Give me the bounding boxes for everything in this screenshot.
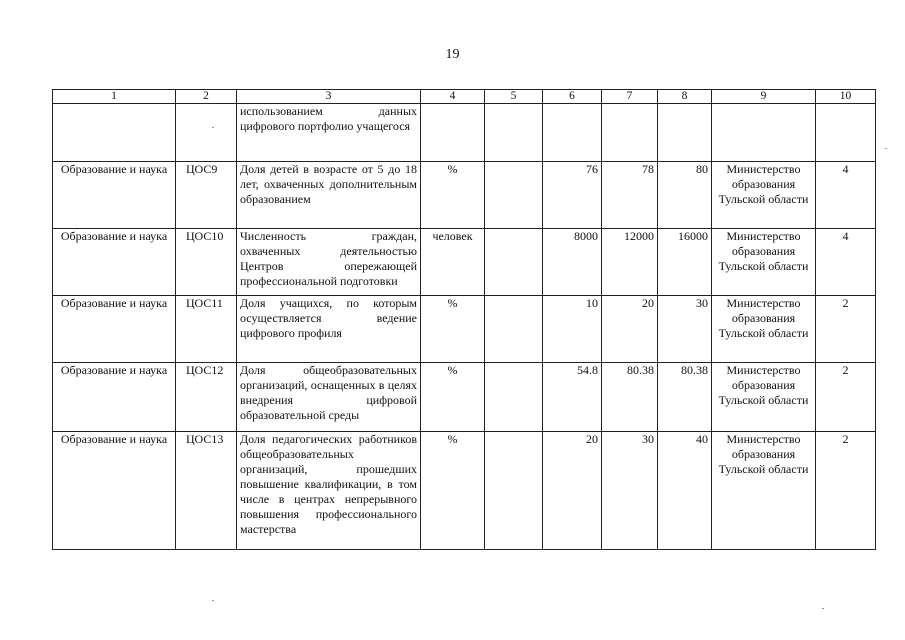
table-row bbox=[53, 363, 876, 432]
header-row bbox=[53, 90, 876, 104]
weight-cell: 2 bbox=[816, 363, 876, 432]
code-cell: ЦОС10 bbox=[176, 229, 237, 296]
indicator-name-cell: Доля общеобразовательных организаций, оснащенных в целях внедрения цифровой образовательной среды bbox=[237, 363, 421, 432]
indicator-name-cell: Доля педагогических работников общеобразовательных организаций, прошедших повышение квалификации, в том числе в центрах непрерывного повышения профессионального мастерства bbox=[237, 432, 421, 550]
value-2019-cell bbox=[543, 104, 602, 162]
value-2019-cell: 20 bbox=[543, 432, 602, 550]
header-cell: 4 bbox=[421, 90, 485, 104]
value-2019-cell: 54.8 bbox=[543, 363, 602, 432]
value-2021-cell: 16000 bbox=[658, 229, 712, 296]
value-2020-cell: 12000 bbox=[602, 229, 658, 296]
value-2019-cell: 8000 bbox=[543, 229, 602, 296]
value-2020-cell: 80.38 bbox=[602, 363, 658, 432]
weight-cell: 4 bbox=[816, 162, 876, 229]
header-cell: 8 bbox=[658, 90, 712, 104]
value-2019-cell: 76 bbox=[543, 162, 602, 229]
value-2020-cell bbox=[602, 104, 658, 162]
ministry-cell: Министерство образования Тульской области bbox=[712, 363, 816, 432]
base-value-cell bbox=[485, 162, 543, 229]
base-value-cell bbox=[485, 432, 543, 550]
unit-cell: % bbox=[421, 296, 485, 363]
value-2021-cell: 80 bbox=[658, 162, 712, 229]
area-cell: Образование и наука bbox=[53, 296, 176, 363]
code-cell: ЦОС11 bbox=[176, 296, 237, 363]
area-cell bbox=[53, 104, 176, 162]
code-cell: ЦОС9 bbox=[176, 162, 237, 229]
ministry-cell: Министерство образования Тульской области bbox=[712, 432, 816, 550]
unit-cell: % bbox=[421, 162, 485, 229]
unit-cell: % bbox=[421, 363, 485, 432]
scan-speck bbox=[822, 608, 824, 609]
table-row bbox=[53, 229, 876, 296]
indicators-table bbox=[52, 89, 876, 550]
base-value-cell bbox=[485, 104, 543, 162]
value-2021-cell: 40 bbox=[658, 432, 712, 550]
area-cell: Образование и наука bbox=[53, 162, 176, 229]
scan-speck bbox=[212, 127, 214, 128]
value-2020-cell: 30 bbox=[602, 432, 658, 550]
ministry-cell: Министерство образования Тульской области bbox=[712, 229, 816, 296]
indicator-name-cell: Доля детей в возрасте от 5 до 18 лет, охваченных дополнительным образованием bbox=[237, 162, 421, 229]
table-row bbox=[53, 162, 876, 229]
code-cell: ЦОС13 bbox=[176, 432, 237, 550]
weight-cell bbox=[816, 104, 876, 162]
area-cell: Образование и наука bbox=[53, 229, 176, 296]
weight-cell: 2 bbox=[816, 296, 876, 363]
table-row bbox=[53, 432, 876, 550]
base-value-cell bbox=[485, 296, 543, 363]
value-2021-cell: 30 bbox=[658, 296, 712, 363]
scan-speck bbox=[212, 600, 214, 601]
area-cell: Образование и наука bbox=[53, 363, 176, 432]
header-cell: 10 bbox=[816, 90, 876, 104]
header-cell: 2 bbox=[176, 90, 237, 104]
table-row bbox=[53, 104, 876, 162]
page-number: 19 bbox=[445, 47, 460, 62]
header-cell: 5 bbox=[485, 90, 543, 104]
header-cell: 7 bbox=[602, 90, 658, 104]
ministry-cell: Министерство образования Тульской области bbox=[712, 162, 816, 229]
header-cell: 6 bbox=[543, 90, 602, 104]
value-2019-cell: 10 bbox=[543, 296, 602, 363]
base-value-cell bbox=[485, 363, 543, 432]
value-2021-cell: 80.38 bbox=[658, 363, 712, 432]
area-cell: Образование и наука bbox=[53, 432, 176, 550]
code-cell: ЦОС12 bbox=[176, 363, 237, 432]
header-cell: 9 bbox=[712, 90, 816, 104]
indicator-name-cell: Численность граждан, охваченных деятельностью Центров опережающей профессиональной подготовки bbox=[237, 229, 421, 296]
indicator-name-cell: использованием данных цифрового портфолио учащегося bbox=[237, 104, 421, 162]
header-cell: 1 bbox=[53, 90, 176, 104]
ministry-cell bbox=[712, 104, 816, 162]
scan-speck bbox=[885, 148, 887, 149]
indicator-name-cell: Доля учащихся, по которым осуществляется ведение цифрового профиля bbox=[237, 296, 421, 363]
base-value-cell bbox=[485, 229, 543, 296]
table-row bbox=[53, 296, 876, 363]
code-cell bbox=[176, 104, 237, 162]
value-2021-cell bbox=[658, 104, 712, 162]
header-cell: 3 bbox=[237, 90, 421, 104]
unit-cell: человек bbox=[421, 229, 485, 296]
ministry-cell: Министерство образования Тульской области bbox=[712, 296, 816, 363]
weight-cell: 2 bbox=[816, 432, 876, 550]
unit-cell bbox=[421, 104, 485, 162]
weight-cell: 4 bbox=[816, 229, 876, 296]
value-2020-cell: 20 bbox=[602, 296, 658, 363]
value-2020-cell: 78 bbox=[602, 162, 658, 229]
unit-cell: % bbox=[421, 432, 485, 550]
